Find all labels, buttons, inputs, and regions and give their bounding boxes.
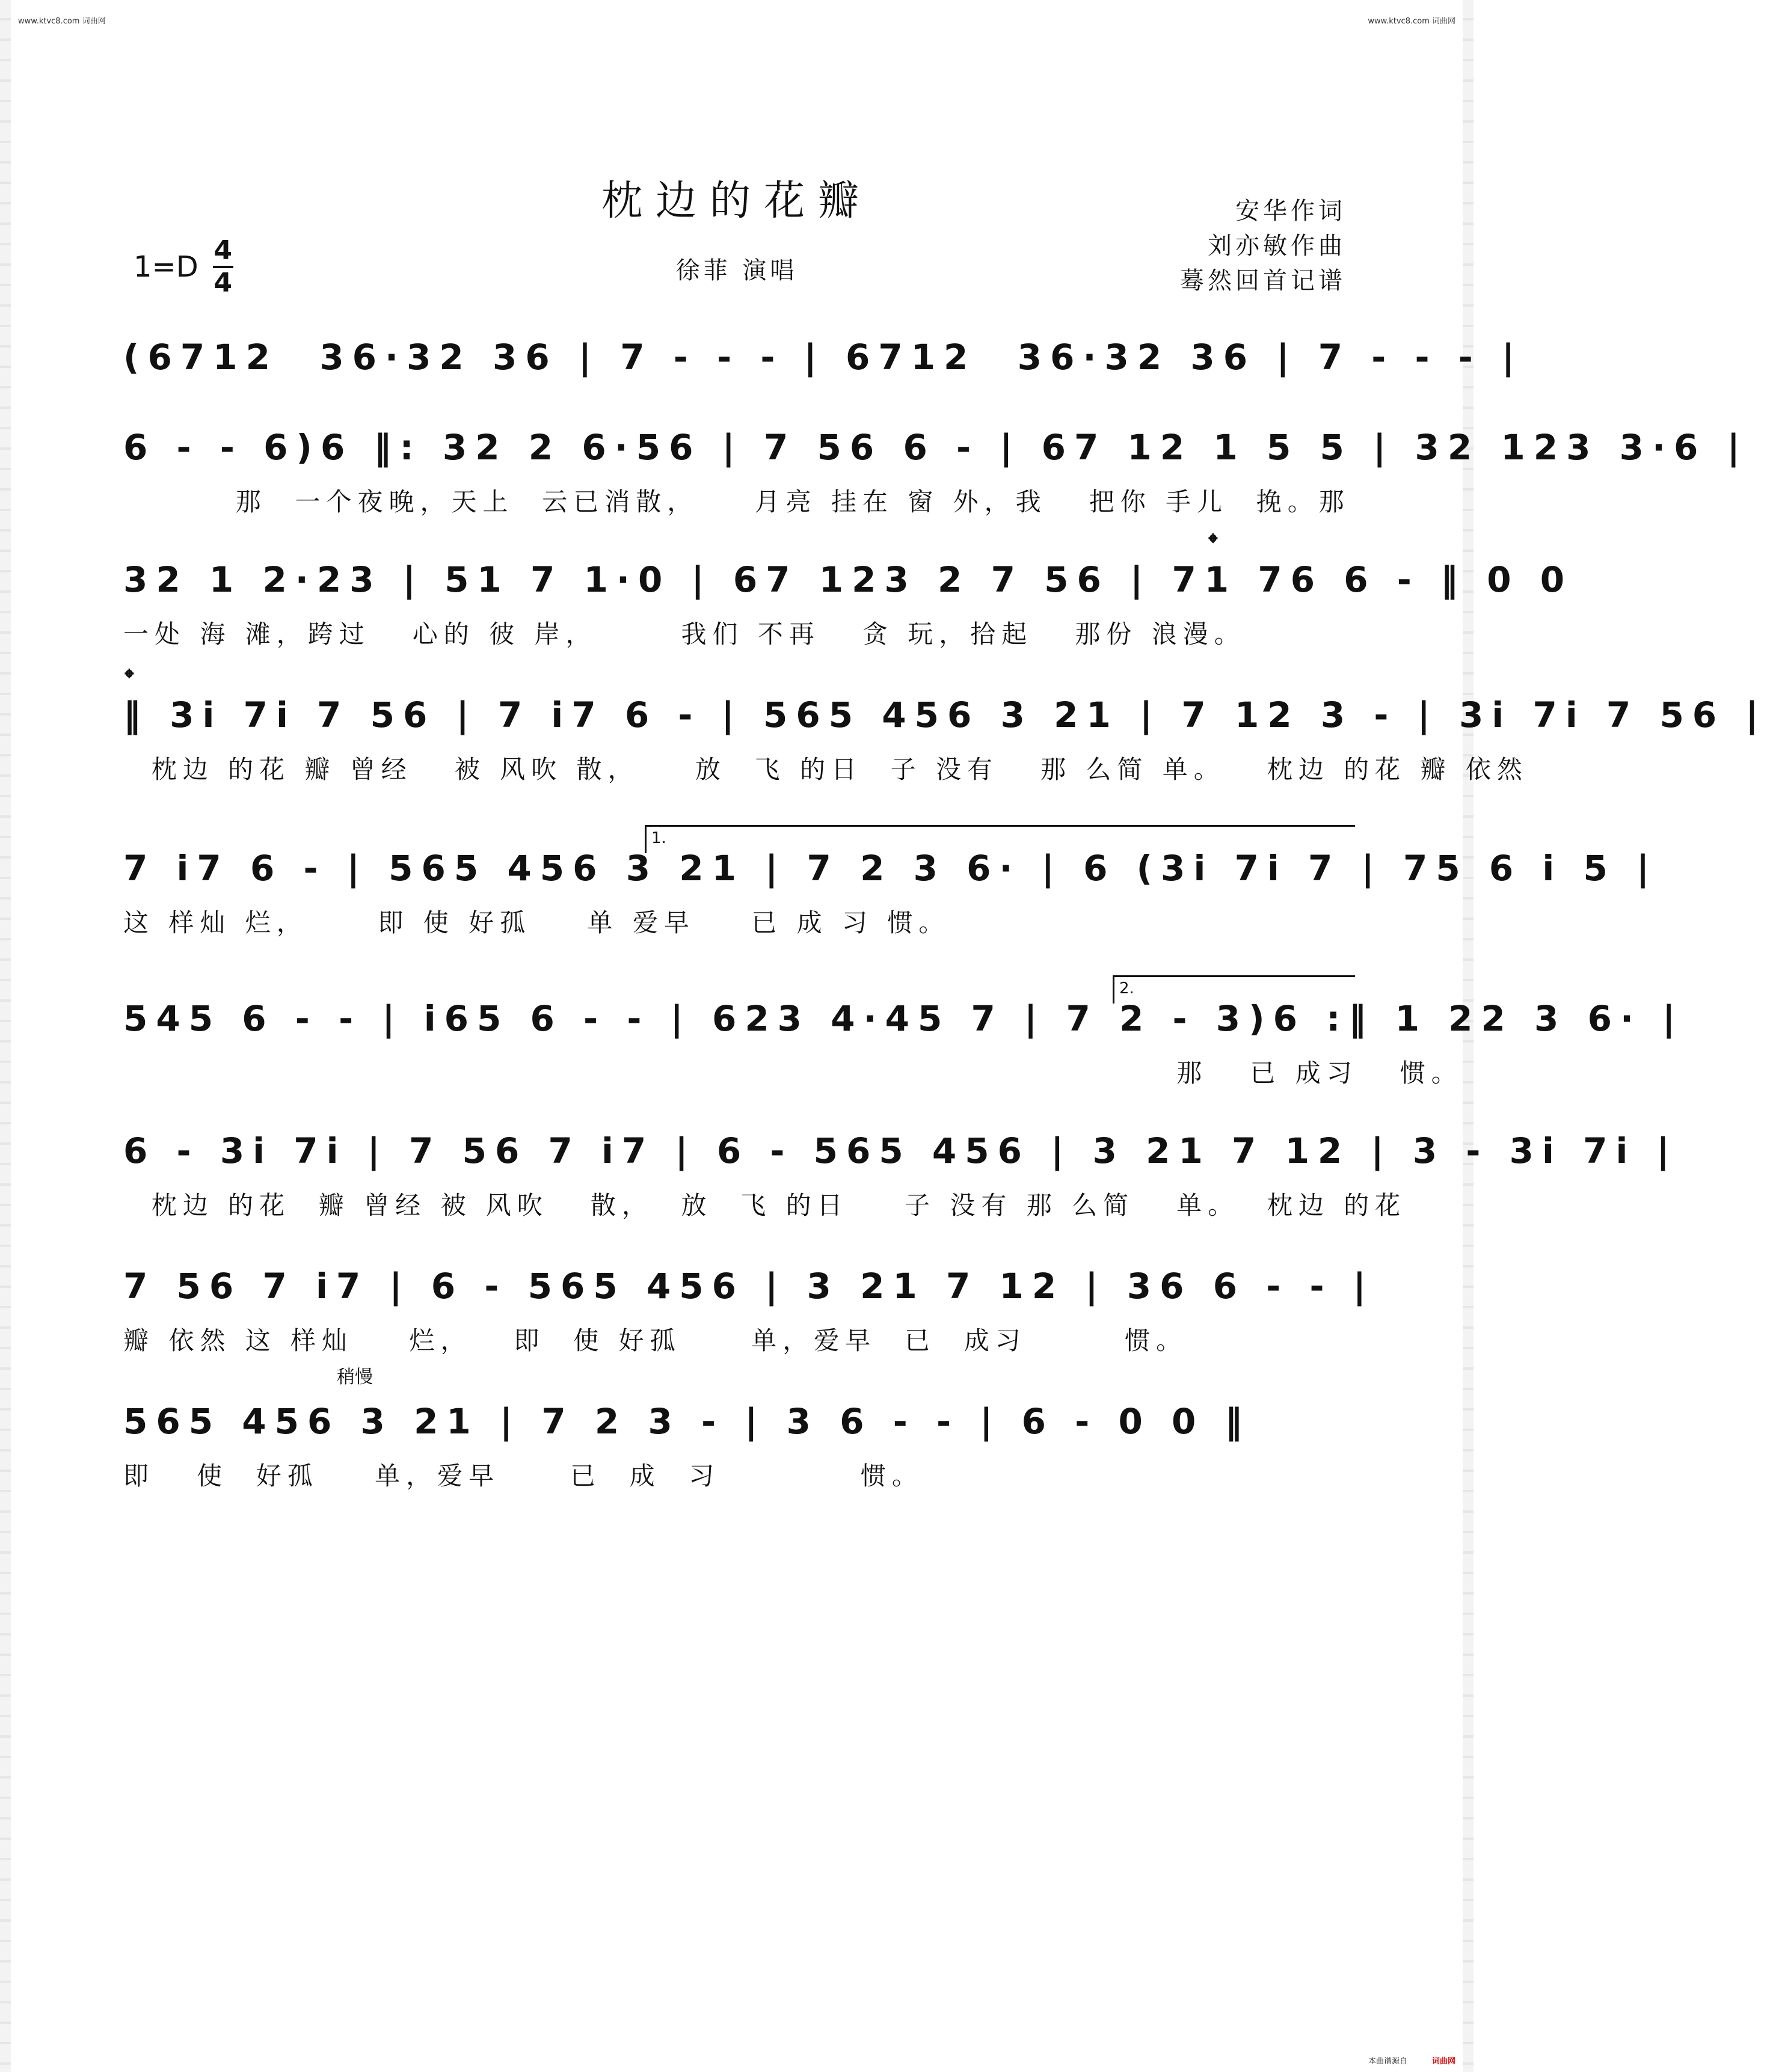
lyrics-line-8: 瓣 依然 这 样灿 烂， 即 使 好孤 单，爱早 已 成习 惯。 xyxy=(123,1326,1188,1355)
second-ending-bracket xyxy=(1113,975,1355,1004)
header-source-right: www.ktvc8.com 词曲网 xyxy=(1368,17,1455,26)
time-top: 4 xyxy=(214,235,233,266)
notation-line-9: 565 456 3 21 | 7 2 3 - | 3 6 - - | 6 - 0 0 ‖ xyxy=(123,1401,1251,1442)
time-signature xyxy=(213,235,233,298)
left-margin-strip xyxy=(0,0,11,2072)
song-title: 枕边的花瓣 xyxy=(601,177,872,225)
segno-sign-1: 𝄌 xyxy=(1209,529,1217,557)
second-ending-label: 2. xyxy=(1119,979,1134,998)
key-signature xyxy=(134,235,233,298)
lyricist-credit: 安华作词 xyxy=(1235,197,1346,225)
notation-line-4: ‖ 3i 7i 7 56 | 7 i7 6 - | 565 456 3 21 | 7 12 3 - | 3i 7i 7 56 | xyxy=(123,694,1767,735)
header-source-left: www.ktvc8.com 词曲网 xyxy=(18,17,106,26)
notation-line-1: (6712 36·32 36 | 7 - - - | 6712 36·32 36 | 7 - - - | xyxy=(123,337,1523,378)
notation-line-7: 6 - 3i 7i | 7 56 7 i7 | 6 - 565 456 | 3 21 7 12 | 3 - 3i 7i | xyxy=(123,1130,1678,1171)
key-label: 1=D xyxy=(134,250,198,284)
first-ending-bracket xyxy=(645,825,1355,853)
notation-line-6: 545 6 - - | i65 6 - - | 623 4·45 7 | 7 2 - 3)6 :‖ 1 22 3 6· | xyxy=(123,998,1684,1039)
notation-line-5: 7 i7 6 - | 565 456 3 21 | 7 2 3 6· | 6 (3i 7i 7 | 75 6 i 5 | xyxy=(123,848,1658,889)
lyrics-line-5: 这 样灿 烂， 即 使 好孤 单 爱早 已 成 习 惯。 xyxy=(123,908,950,937)
transcriber-credit: 蓦然回首记谱 xyxy=(1180,267,1346,295)
tempo-marking: 稍慢 xyxy=(337,1367,373,1388)
credits xyxy=(1180,194,1346,298)
footer-site-logo: 词曲网 xyxy=(1431,2057,1455,2066)
lyrics-line-7: 枕边 的花 瓣 曾经 被 风吹 散， 放 飞 的日 子 没有 那 么简 单。 枕边 的花 xyxy=(123,1191,1407,1220)
notation-line-2: 6 - - 6)6 ‖: 32 2 6·56 | 7 56 6 - | 67 12 1 5 5 | 32 123 3·6 | xyxy=(123,427,1748,468)
lyrics-line-3: 一处 海 滩，跨过 心的 彼 岸， 我们 不再 贪 玩，拾起 那份 浪漫。 xyxy=(123,619,1246,649)
first-ending-label: 1. xyxy=(651,829,666,847)
lyrics-line-6: 那 已 成习 惯。 xyxy=(123,1058,1463,1088)
notation-line-8: 7 56 7 i7 | 6 - 565 456 | 3 21 7 12 | 36 6 - - | xyxy=(123,1266,1374,1307)
performer: 徐菲 演唱 xyxy=(675,257,798,284)
lyrics-line-4: 枕边 的花 瓣 曾经 被 风吹 散， 放 飞 的日 子 没有 那 么简 单。 枕边 的花 瓣 依然 xyxy=(123,755,1528,784)
notation-line-3: 32 1 2·23 | 51 7 1·0 | 67 123 2 7 56 | 71 76 6 - ‖ 0 0 xyxy=(123,559,1573,600)
lyrics-line-2: 那 一个夜晚，天上 云已消散， 月亮 挂在 窗 外，我 把你 手儿 挽。那 xyxy=(123,487,1350,516)
time-bottom: 4 xyxy=(214,268,233,298)
lyrics-line-9: 即 使 好孤 单，爱早 已 成 习 惯。 xyxy=(123,1461,923,1491)
footer-source: 本曲谱源自 xyxy=(1368,2057,1407,2066)
composer-credit: 刘亦敏作曲 xyxy=(1208,232,1346,260)
segno-sign-2: 𝄌 xyxy=(125,664,134,692)
